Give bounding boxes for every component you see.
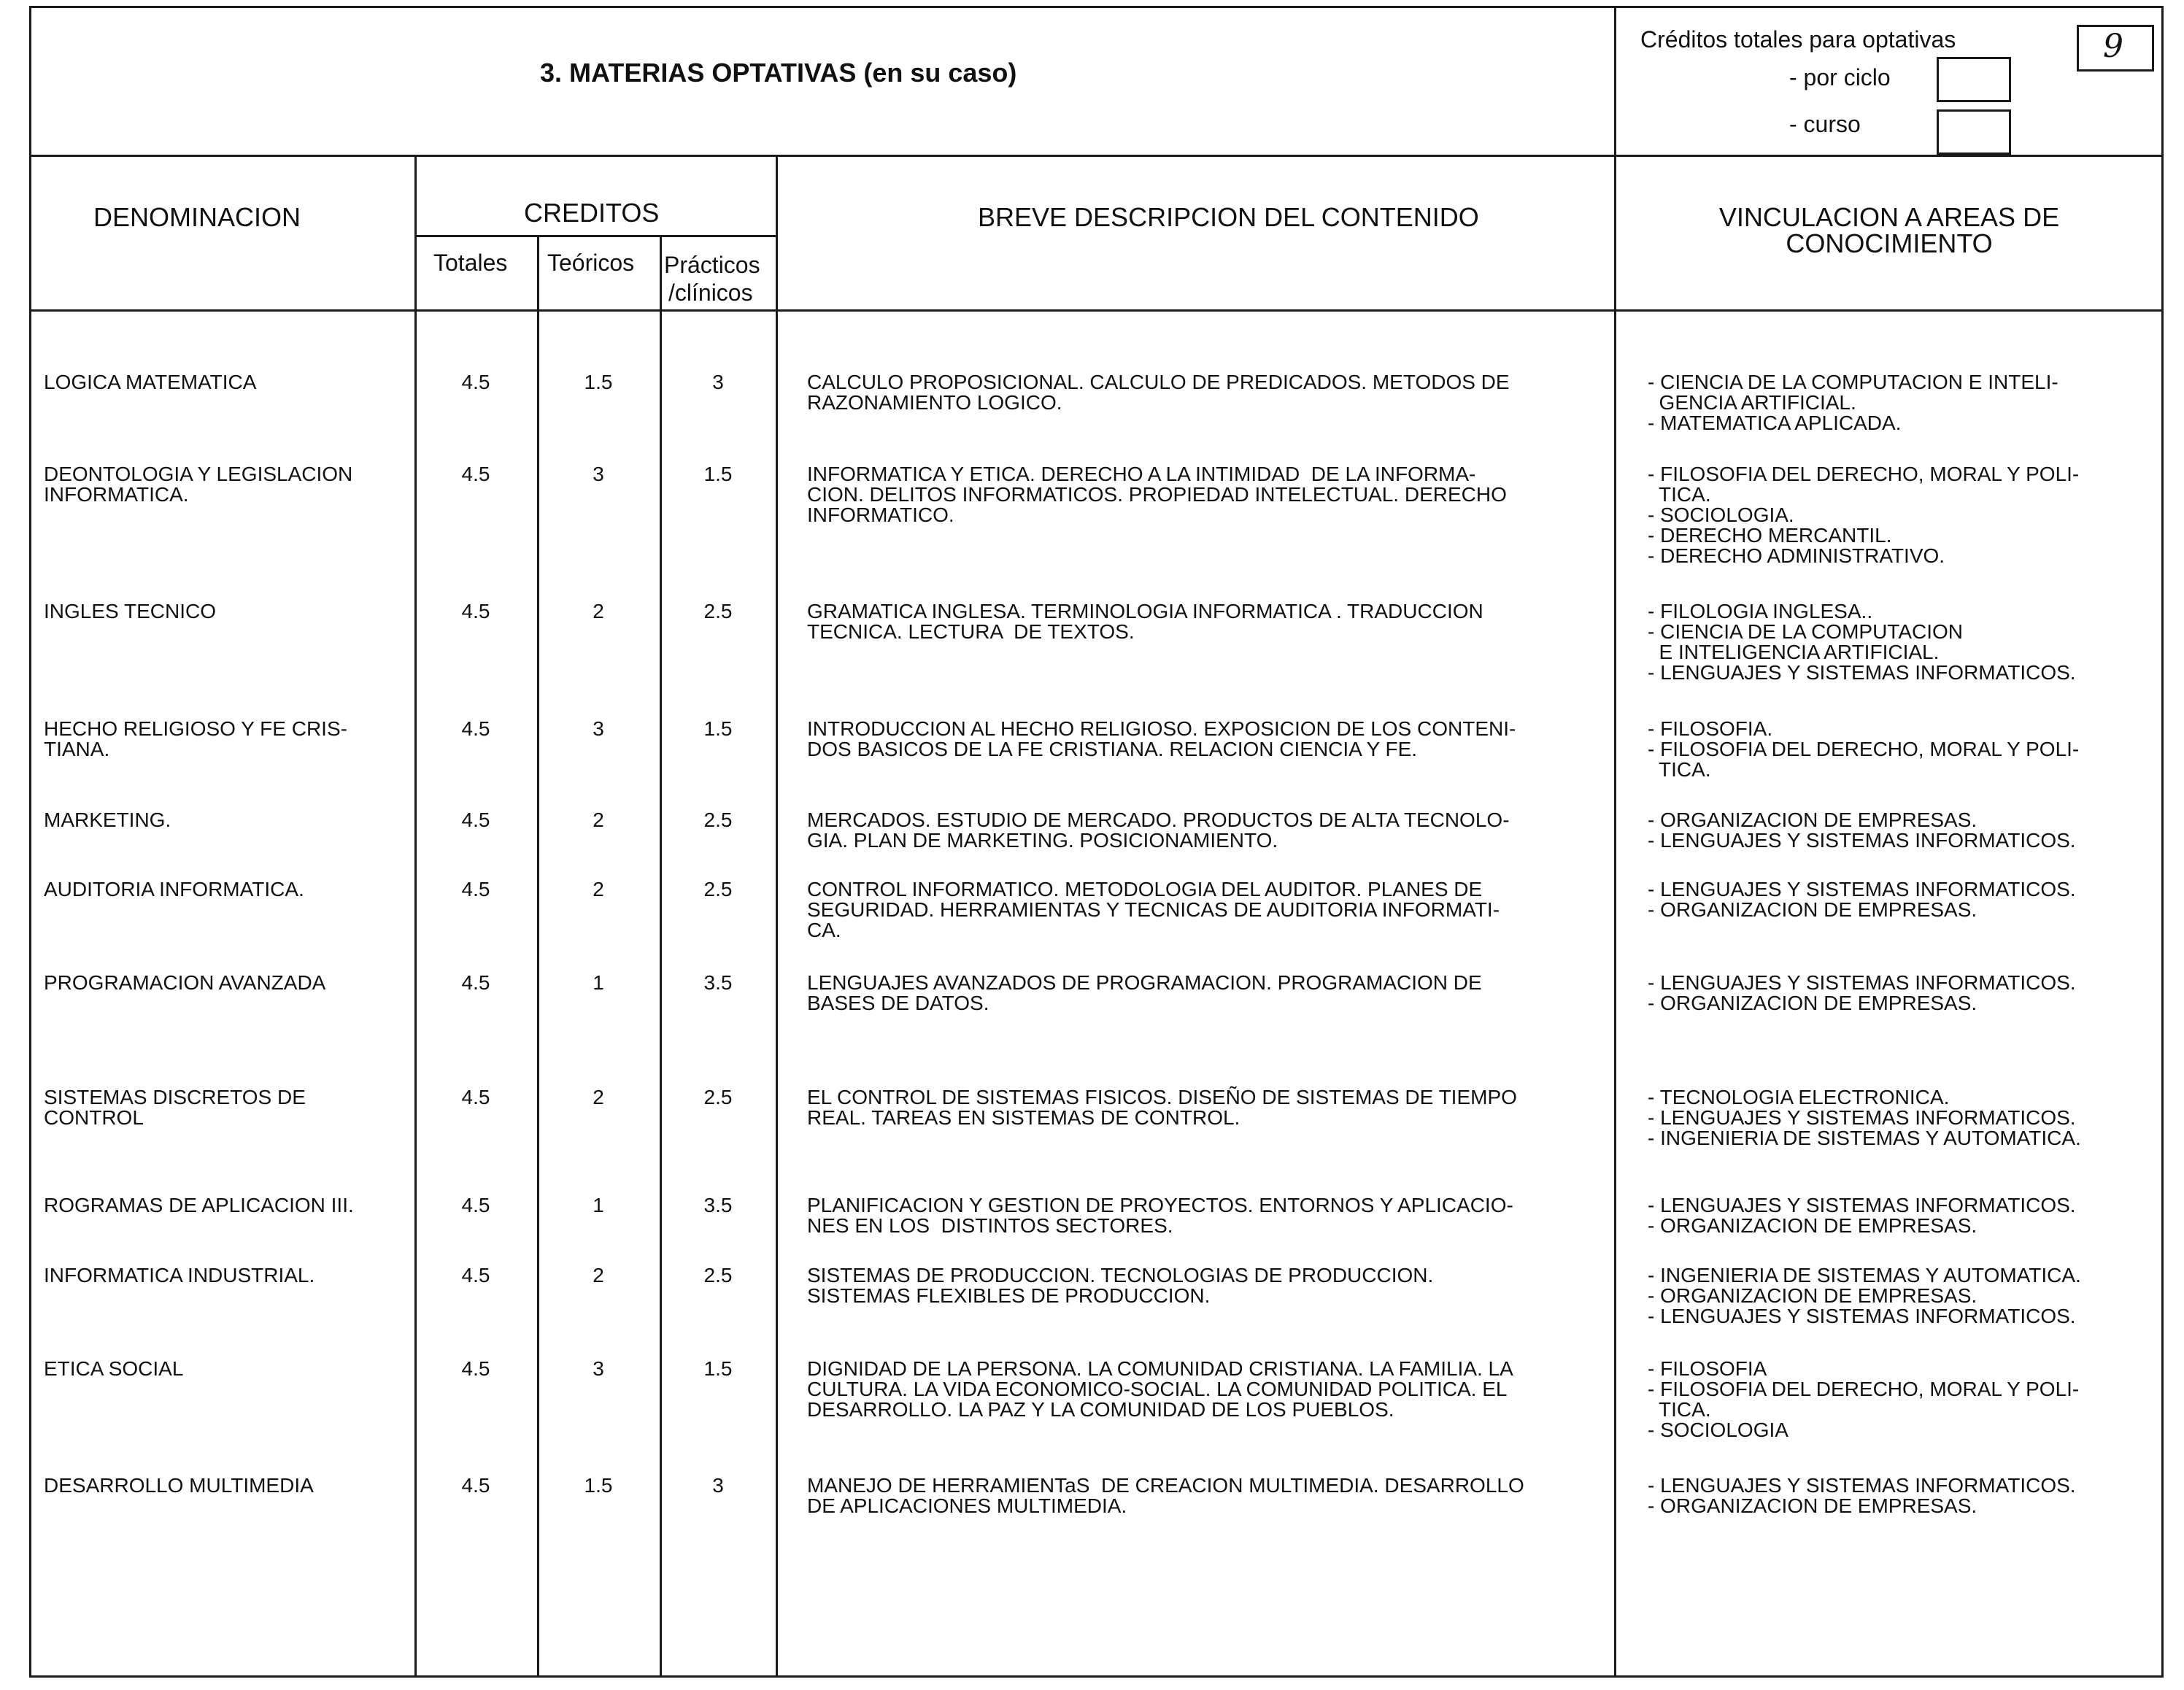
section-title: 3. MATERIAS OPTATIVAS (en su caso) <box>540 58 1017 88</box>
bottom-border <box>29 1675 2164 1678</box>
row-descripcion <box>807 372 1510 413</box>
row-descripcion-line: INTRODUCCION AL HECHO RELIGIOSO. EXPOSICION DE LOS CONTENI- <box>807 717 1516 740</box>
row-descripcion <box>807 1359 1513 1420</box>
row-areas-line: - LENGUAJES Y SISTEMAS INFORMATICOS. <box>1648 1474 2076 1497</box>
row-areas-line: - CIENCIA DE LA COMPUTACION E INTELI- <box>1648 371 2058 393</box>
row-descripcion <box>807 973 1482 1014</box>
row-teoricos: 1 <box>593 971 604 994</box>
row-denominacion-line: DESARROLLO MULTIMEDIA <box>44 1474 314 1497</box>
row-totales: 4.5 <box>461 717 490 740</box>
row-areas-line: - FILOSOFIA DEL DERECHO, MORAL Y POLI- <box>1648 738 2080 760</box>
row-denominacion-line: DEONTOLOGIA Y LEGISLACION <box>44 463 353 485</box>
row-areas-line: - SOCIOLOGIA <box>1648 1419 1789 1441</box>
row-totales: 4.5 <box>461 600 490 622</box>
col-header-vinculacion-line1: VINCULACION A AREAS DE <box>1718 202 2060 232</box>
row-denominacion <box>44 1195 354 1216</box>
row-totales: 4.5 <box>461 1357 490 1380</box>
row-denominacion <box>44 1265 315 1286</box>
row-denominacion-line: MARKETING. <box>44 809 171 831</box>
row-denominacion <box>44 719 347 760</box>
row-areas-line: GENCIA ARTIFICIAL. <box>1648 391 1856 414</box>
row-areas-line: - SOCIOLOGIA. <box>1648 503 1794 526</box>
row-areas-line: - LENGUAJES Y SISTEMAS INFORMATICOS. <box>1648 1305 2076 1327</box>
row-areas-line: - INGENIERIA DE SISTEMAS Y AUTOMATICA. <box>1648 1264 2081 1286</box>
row-descripcion <box>807 1195 1513 1236</box>
top-border <box>29 6 2164 8</box>
row-descripcion-line: SISTEMAS DE PRODUCCION. TECNOLOGIAS DE PRODUCCION. <box>807 1264 1434 1286</box>
row-areas <box>1648 601 2076 683</box>
row-totales: 4.5 <box>461 463 490 485</box>
col-header-totales: Totales <box>433 250 508 276</box>
row-teoricos: 2 <box>593 1086 604 1108</box>
row-denominacion-line: ROGRAMAS DE APLICACION III. <box>44 1194 354 1216</box>
row-descripcion <box>807 879 1500 941</box>
creditos-sub-divider <box>414 235 776 237</box>
row-areas-line: - MATEMATICA APLICADA. <box>1648 412 1902 434</box>
row-areas <box>1648 1087 2081 1149</box>
row-descripcion-line: BASES DE DATOS. <box>807 992 989 1014</box>
row-totales: 4.5 <box>461 1264 490 1286</box>
row-areas-line: - DERECHO ADMINISTRATIVO. <box>1648 544 1945 567</box>
row-denominacion-line: TIANA. <box>44 738 110 760</box>
row-areas-line: - LENGUAJES Y SISTEMAS INFORMATICOS. <box>1648 1106 2076 1129</box>
row-totales: 4.5 <box>461 971 490 994</box>
row-denominacion <box>44 1475 314 1496</box>
header-divider <box>29 155 2164 157</box>
row-denominacion <box>44 810 171 830</box>
row-practicos: 3.5 <box>703 1194 733 1216</box>
row-descripcion-line: EL CONTROL DE SISTEMAS FISICOS. DISEÑO DE SISTEMAS DE TIEMPO <box>807 1086 1517 1108</box>
row-areas-line: - FILOLOGIA INGLESA.. <box>1648 600 1873 622</box>
per-cycle-label: - por ciclo <box>1789 64 1891 90</box>
row-teoricos: 3 <box>593 717 604 740</box>
row-areas <box>1648 973 2076 1014</box>
row-areas-line: - DERECHO MERCANTIL. <box>1648 524 1892 547</box>
row-denominacion-line: INFORMATICA. <box>44 483 189 506</box>
row-practicos: 2.5 <box>703 1264 733 1286</box>
row-totales: 4.5 <box>461 809 490 831</box>
row-denominacion-line: PROGRAMACION AVANZADA <box>44 971 326 994</box>
row-teoricos: 1 <box>593 1194 604 1216</box>
row-denominacion <box>44 601 216 622</box>
row-areas-line: - FILOSOFIA <box>1648 1357 1767 1380</box>
credits-total-value: 9 <box>2103 28 2123 65</box>
credits-total-label: Créditos totales para optativas <box>1640 26 1956 53</box>
row-denominacion-line: CONTROL <box>44 1106 144 1129</box>
row-practicos: 2.5 <box>703 600 733 622</box>
row-descripcion-line: CONTROL INFORMATICO. METODOLOGIA DEL AUDITOR. PLANES DE <box>807 878 1483 900</box>
row-areas-line: - CIENCIA DE LA COMPUTACION <box>1648 620 1963 643</box>
col-divider-teoricos <box>660 235 662 1678</box>
row-teoricos: 2 <box>593 809 604 831</box>
row-areas <box>1648 1195 2076 1236</box>
left-border <box>29 6 31 1678</box>
row-areas <box>1648 464 2079 566</box>
row-descripcion-line: CA. <box>807 919 841 941</box>
row-denominacion-line: LOGICA MATEMATICA <box>44 371 257 393</box>
row-totales: 4.5 <box>461 371 490 393</box>
per-course-label: - curso <box>1789 111 1861 137</box>
row-practicos: 3.5 <box>703 971 733 994</box>
row-teoricos: 2 <box>593 1264 604 1286</box>
col-divider-practicos <box>776 155 778 1678</box>
row-areas-line: - FILOSOFIA. <box>1648 717 1773 740</box>
row-descripcion-line: CULTURA. LA VIDA ECONOMICO-SOCIAL. LA COMUNIDAD POLITICA. EL <box>807 1378 1508 1400</box>
row-descripcion <box>807 1265 1433 1306</box>
row-denominacion <box>44 372 256 393</box>
row-descripcion-line: DE APLICACIONES MULTIMEDIA. <box>807 1494 1127 1517</box>
row-descripcion-line: SISTEMAS FLEXIBLES DE PRODUCCION. <box>807 1284 1211 1307</box>
row-denominacion-line: ETICA SOCIAL <box>44 1357 184 1380</box>
row-denominacion-line: AUDITORIA INFORMATICA. <box>44 878 304 900</box>
row-areas-line: - ORGANIZACION DE EMPRESAS. <box>1648 1284 1977 1307</box>
row-areas-line: - LENGUAJES Y SISTEMAS INFORMATICOS. <box>1648 661 2076 684</box>
row-descripcion <box>807 719 1516 760</box>
row-areas-line: - LENGUAJES Y SISTEMAS INFORMATICOS. <box>1648 829 2076 852</box>
row-denominacion <box>44 464 352 505</box>
row-descripcion <box>807 1475 1524 1516</box>
row-descripcion-line: RAZONAMIENTO LOGICO. <box>807 391 1062 414</box>
row-denominacion <box>44 879 304 900</box>
row-descripcion-line: REAL. TAREAS EN SISTEMAS DE CONTROL. <box>807 1106 1240 1129</box>
row-descripcion-line: PLANIFICACION Y GESTION DE PROYECTOS. ENTORNOS Y APLICACIO- <box>807 1194 1513 1216</box>
row-areas-line: - ORGANIZACION DE EMPRESAS. <box>1648 992 1977 1014</box>
row-descripcion-line: DESARROLLO. LA PAZ Y LA COMUNIDAD DE LOS PUEBLOS. <box>807 1398 1394 1421</box>
row-teoricos: 2 <box>593 600 604 622</box>
row-areas-line: TICA. <box>1648 1398 1711 1421</box>
row-totales: 4.5 <box>461 1194 490 1216</box>
row-practicos: 2.5 <box>703 809 733 831</box>
per-cycle-box[interactable] <box>1937 57 2011 102</box>
col-header-vinculacion <box>1617 204 2161 257</box>
col-divider-totales <box>537 235 539 1678</box>
row-descripcion-line: LENGUAJES AVANZADOS DE PROGRAMACION. PROGRAMACION DE <box>807 971 1482 994</box>
row-areas-line: - ORGANIZACION DE EMPRESAS. <box>1648 809 1977 831</box>
col-header-practicos-line1: Prácticos <box>664 252 760 278</box>
row-areas-line: - LENGUAJES Y SISTEMAS INFORMATICOS. <box>1648 878 2076 900</box>
row-areas-line: - LENGUAJES Y SISTEMAS INFORMATICOS. <box>1648 1194 2076 1216</box>
row-teoricos: 1.5 <box>584 371 613 393</box>
row-descripcion <box>807 464 1507 525</box>
row-areas <box>1648 1265 2081 1327</box>
row-teoricos: 3 <box>593 463 604 485</box>
col-header-vinculacion-line2: CONOCIMIENTO <box>1786 228 1993 258</box>
row-areas-line: - LENGUAJES Y SISTEMAS INFORMATICOS. <box>1648 971 2076 994</box>
col-header-practicos <box>664 251 760 307</box>
row-areas-line: - INGENIERIA DE SISTEMAS Y AUTOMATICA. <box>1648 1127 2081 1149</box>
col-header-teoricos: Teóricos <box>547 250 635 276</box>
row-denominacion <box>44 1087 306 1128</box>
row-areas-line: - ORGANIZACION DE EMPRESAS. <box>1648 1214 1977 1237</box>
row-totales: 4.5 <box>461 1086 490 1108</box>
row-descripcion-line: CALCULO PROPOSICIONAL. CALCULO DE PREDICADOS. METODOS DE <box>807 371 1510 393</box>
row-denominacion-line: HECHO RELIGIOSO Y FE CRIS- <box>44 717 347 740</box>
row-descripcion <box>807 1087 1517 1128</box>
credits-header-divider <box>1614 6 1616 1678</box>
row-areas-line: TICA. <box>1648 483 1711 506</box>
row-areas-line: - FILOSOFIA DEL DERECHO, MORAL Y POLI- <box>1648 463 2080 485</box>
row-areas <box>1648 1359 2079 1440</box>
per-course-box[interactable] <box>1937 109 2011 155</box>
row-practicos: 1.5 <box>703 1357 733 1380</box>
row-descripcion <box>807 810 1510 851</box>
row-areas <box>1648 1475 2076 1516</box>
row-descripcion-line: TECNICA. LECTURA DE TEXTOS. <box>807 620 1135 643</box>
row-denominacion <box>44 1359 183 1379</box>
row-descripcion-line: DOS BASICOS DE LA FE CRISTIANA. RELACION CIENCIA Y FE. <box>807 738 1418 760</box>
row-teoricos: 1.5 <box>584 1474 613 1497</box>
row-areas <box>1648 719 2079 780</box>
row-totales: 4.5 <box>461 878 490 900</box>
row-descripcion-line: INFORMATICA Y ETICA. DERECHO A LA INTIMIDAD DE LA INFORMA- <box>807 463 1476 485</box>
col-header-practicos-line2: /clínicos <box>668 279 753 306</box>
row-areas-line: TICA. <box>1648 758 1711 781</box>
row-practicos: 2.5 <box>703 878 733 900</box>
col-header-creditos: CREDITOS <box>524 198 660 228</box>
row-practicos: 1.5 <box>703 717 733 740</box>
column-header-divider <box>29 309 2164 312</box>
row-areas <box>1648 372 2058 433</box>
row-denominacion <box>44 973 325 993</box>
row-areas-line: - FILOSOFIA DEL DERECHO, MORAL Y POLI- <box>1648 1378 2080 1400</box>
row-practicos: 1.5 <box>703 463 733 485</box>
row-descripcion-line: SEGURIDAD. HERRAMIENTAS Y TECNICAS DE AUDITORIA INFORMATI- <box>807 898 1500 921</box>
col-header-denominacion: DENOMINACION <box>93 202 301 232</box>
row-denominacion-line: INGLES TECNICO <box>44 600 216 622</box>
row-areas <box>1648 879 2076 920</box>
row-descripcion-line: MANEJO DE HERRAMIENTaS DE CREACION MULTIMEDIA. DESARROLLO <box>807 1474 1524 1497</box>
row-descripcion-line: INFORMATICO. <box>807 503 954 526</box>
row-practicos: 2.5 <box>703 1086 733 1108</box>
row-areas-line: - ORGANIZACION DE EMPRESAS. <box>1648 1494 1977 1517</box>
row-descripcion <box>807 601 1483 642</box>
row-descripcion-line: GIA. PLAN DE MARKETING. POSICIONAMIENTO. <box>807 829 1278 852</box>
row-descripcion-line: NES EN LOS DISTINTOS SECTORES. <box>807 1214 1173 1237</box>
row-areas-line: - ORGANIZACION DE EMPRESAS. <box>1648 898 1977 921</box>
row-practicos: 3 <box>712 1474 724 1497</box>
row-descripcion-line: DIGNIDAD DE LA PERSONA. LA COMUNIDAD CRISTIANA. LA FAMILIA. LA <box>807 1357 1513 1380</box>
row-denominacion-line: SISTEMAS DISCRETOS DE <box>44 1086 306 1108</box>
row-teoricos: 3 <box>593 1357 604 1380</box>
row-teoricos: 2 <box>593 878 604 900</box>
right-border <box>2161 6 2164 1678</box>
col-header-descripcion: BREVE DESCRIPCION DEL CONTENIDO <box>978 202 1479 232</box>
row-totales: 4.5 <box>461 1474 490 1497</box>
row-descripcion-line: MERCADOS. ESTUDIO DE MERCADO. PRODUCTOS DE ALTA TECNOLO- <box>807 809 1510 831</box>
row-areas <box>1648 810 2076 851</box>
col-divider-name <box>414 155 417 1678</box>
row-practicos: 3 <box>712 371 724 393</box>
row-descripcion-line: CION. DELITOS INFORMATICOS. PROPIEDAD INTELECTUAL. DERECHO <box>807 483 1507 506</box>
row-descripcion-line: GRAMATICA INGLESA. TERMINOLOGIA INFORMATICA . TRADUCCION <box>807 600 1483 622</box>
row-denominacion-line: INFORMATICA INDUSTRIAL. <box>44 1264 315 1286</box>
row-areas-line: E INTELIGENCIA ARTIFICIAL. <box>1648 641 1940 663</box>
row-areas-line: - TECNOLOGIA ELECTRONICA. <box>1648 1086 1950 1108</box>
